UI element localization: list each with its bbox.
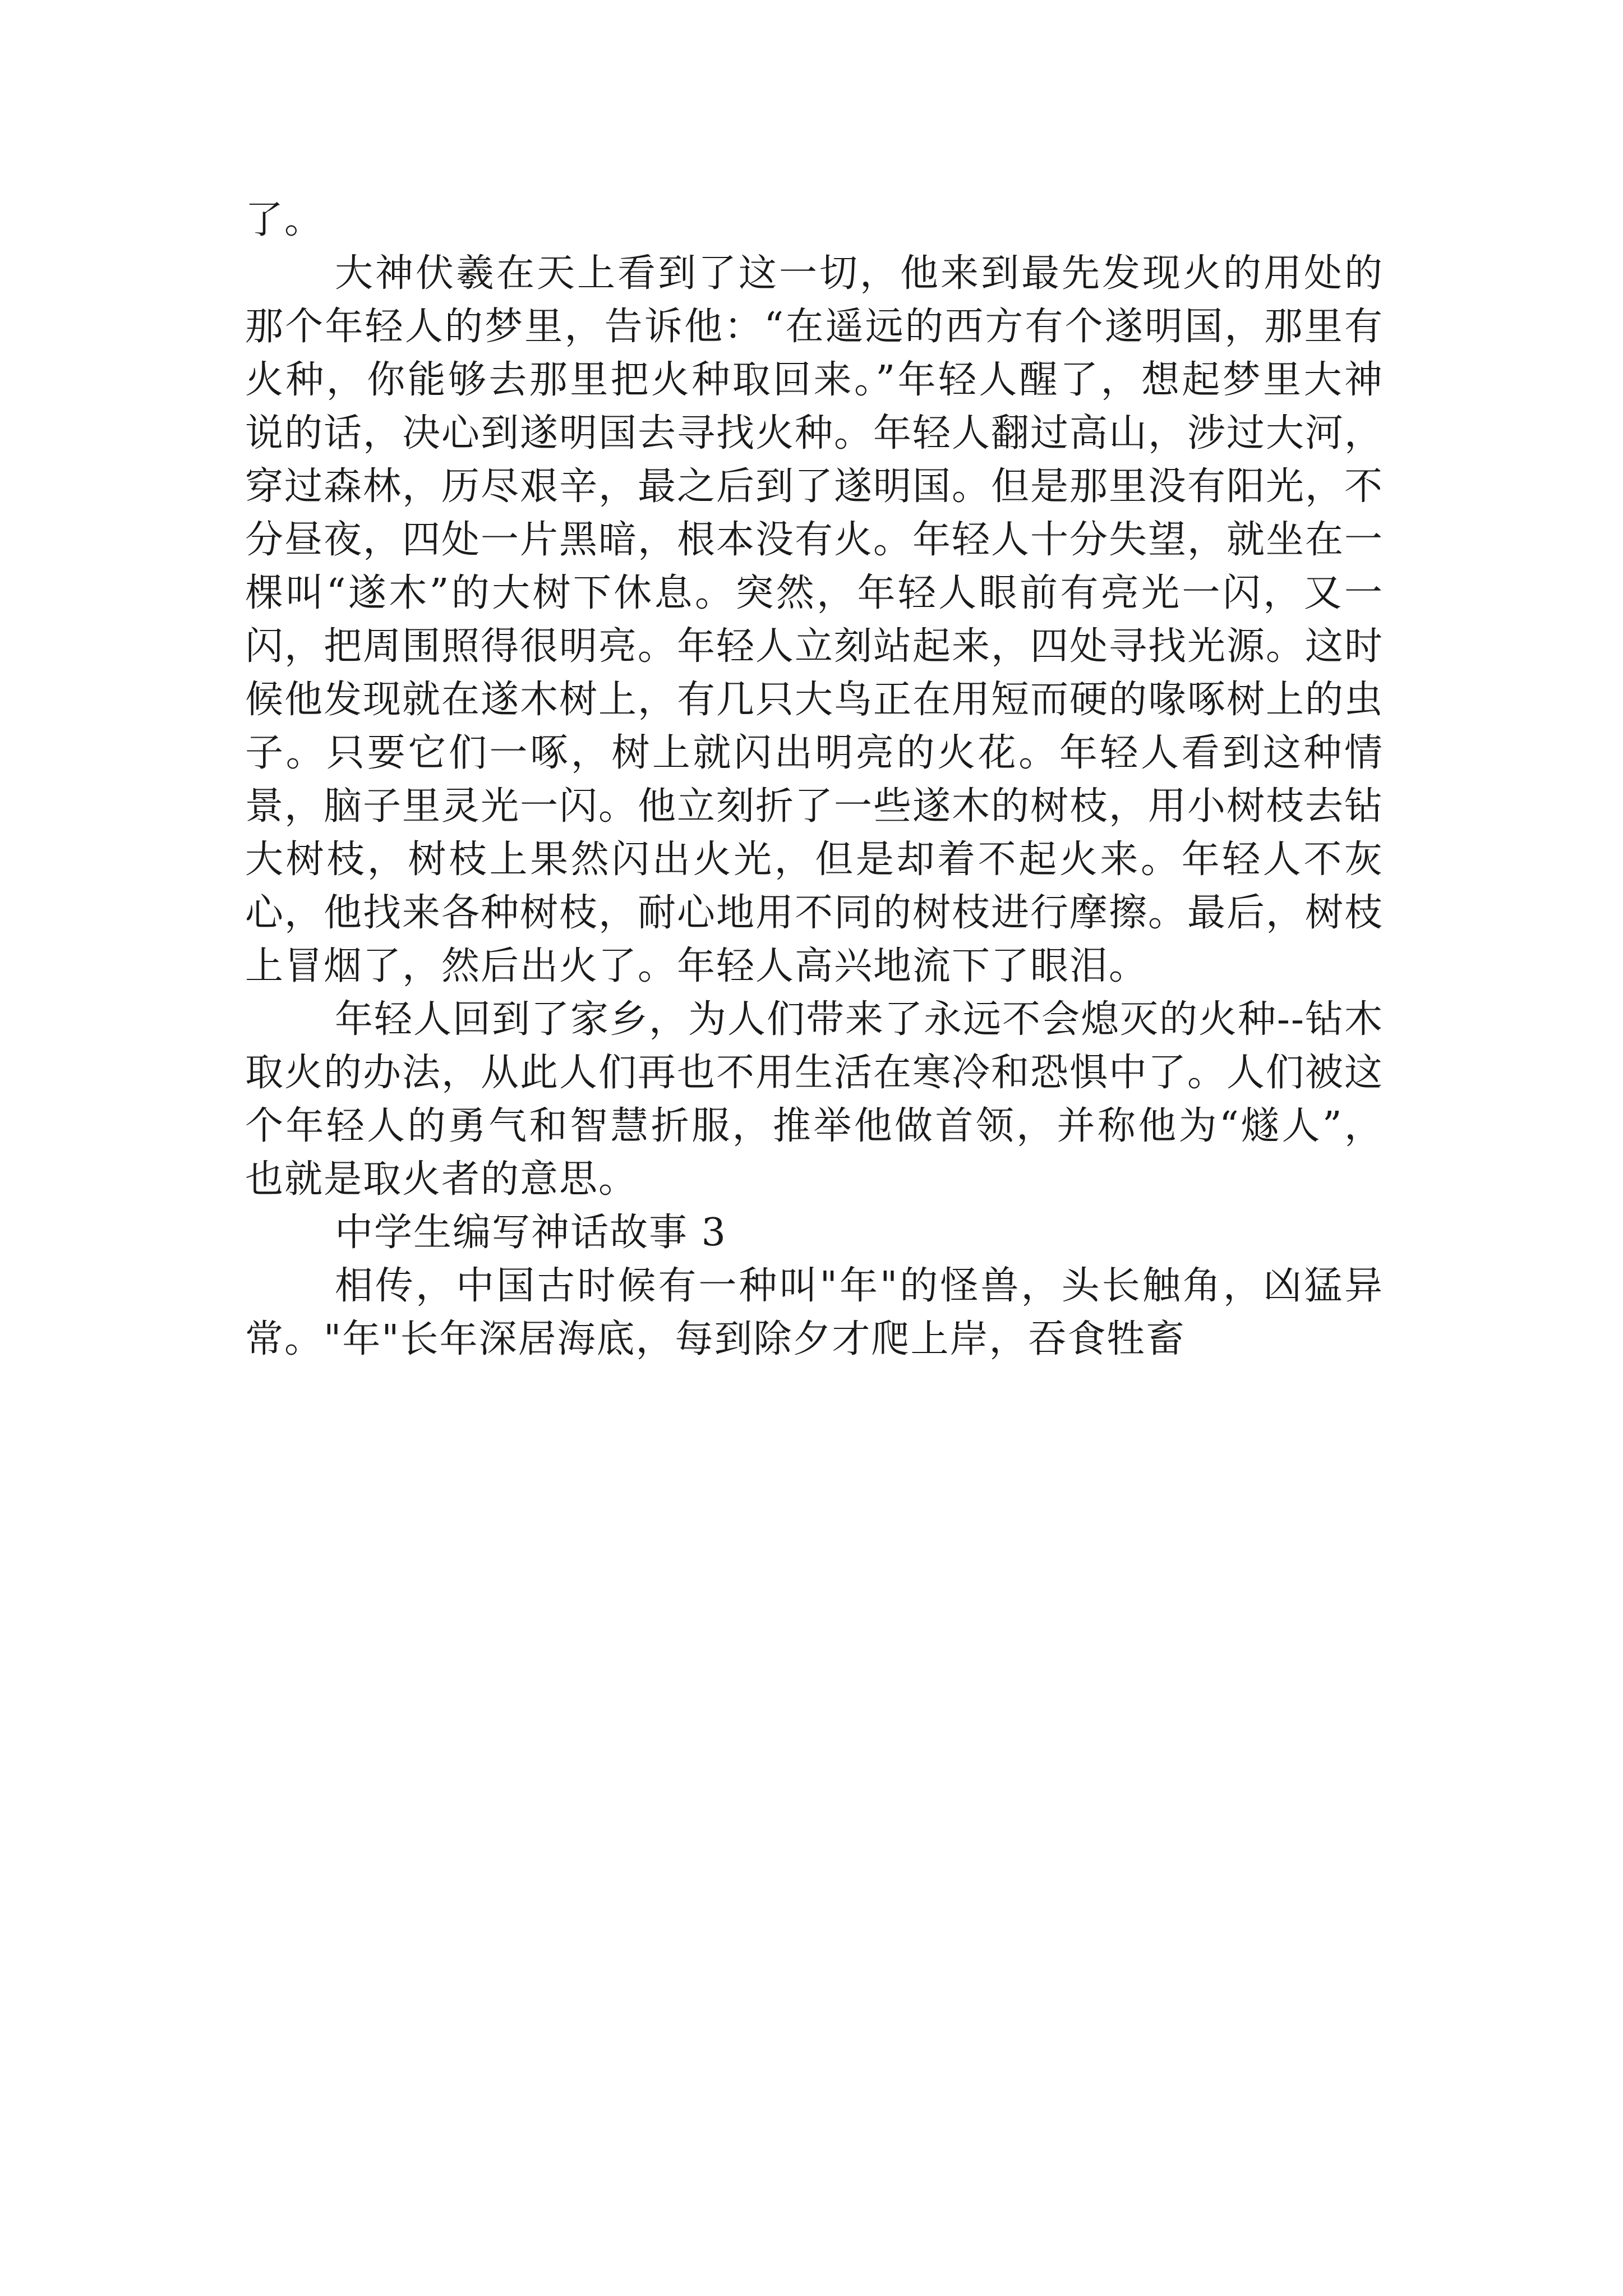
paragraph-suiren: 年轻人回到了家乡，为人们带来了永远不会熄灭的火种--钻木取火的办法，从此人们再也不用生活在寒冷和恐惧中了。人们被这个年轻人的勇气和智慧折服，推举他做首领，并称他为“燧人”，也就是取火者的意思。 (245, 997, 1384, 1202)
section-heading: 中学生编写神话故事 3 (335, 1211, 727, 1255)
paragraph-fuxi-dream: 大神伏羲在天上看到了这一切，他来到最先发现火的用处的那个年轻人的梦里，告诉他：“在遥远的西方有个遂明国，那里有火种，你能够去那里把火种取回来。”年轻人醒了，想起梦里大神说的话，决心到遂明国去寻找火种。年轻人翻过高山，涉过大河，穿过森林，历尽艰辛，最之后到了遂明国。但是那里没有阳光，不分昼夜，四处一片黑暗，根本没有火。年轻人十分失望，就坐在一棵叫“遂木”的大树下休息。突然，年轻人眼前有亮光一闪，又一闪，把周围照得很明亮。年轻人立刻站起来，四处寻找光源。这时候他发现就在遂木树上，有几只大鸟正在用短而硬的喙啄树上的虫子。只要它们一啄，树上就闪出明亮的火花。年轻人看到这种情景，脑子里灵光一闪。他立刻折了一些遂木的树枝，用小树枝去钻大树枝，树枝上果然闪出火光，但是却着不起火来。年轻人不灰心，他找来各种树枝，耐心地用不同的树枝进行摩擦。最后，树枝上冒烟了，然后出火了。年轻人高兴地流下了眼泪。 (245, 251, 1384, 988)
paragraph-continuation: 了。 (245, 198, 324, 242)
paragraph-nian-beast: 相传，中国古时候有一种叫"年"的怪兽，头长触角，凶猛异常。"年"长年深居海底，每到除夕才爬上岸，吞食牲畜 (245, 1264, 1384, 1361)
document-body (245, 194, 1384, 1366)
